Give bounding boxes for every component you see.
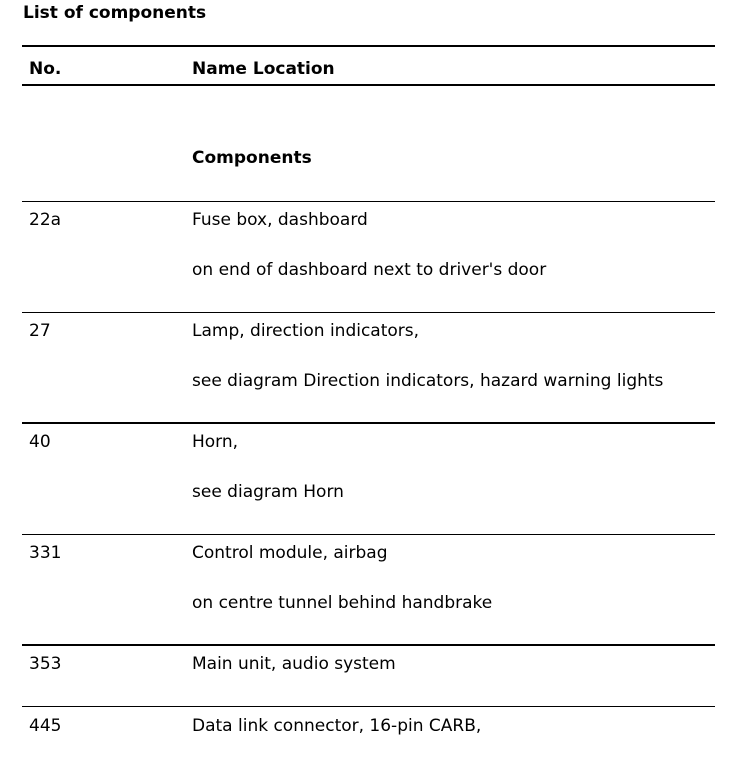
- row-location: see diagram Direction indicators, hazard warning lights: [192, 371, 664, 391]
- row-name: Data link connector, 16-pin CARB,: [192, 716, 482, 736]
- row-number: 353: [29, 654, 62, 674]
- row-divider: [22, 706, 715, 707]
- row-divider: [22, 201, 715, 202]
- row-number: 331: [29, 543, 62, 563]
- row-divider: [22, 312, 715, 313]
- row-location: on end of dashboard next to driver's door: [192, 260, 547, 280]
- row-location: on centre tunnel behind handbrake: [192, 593, 493, 613]
- row-name: Main unit, audio system: [192, 654, 396, 674]
- row-number: 27: [29, 321, 51, 341]
- row-divider: [22, 534, 715, 535]
- row-name: Control module, airbag: [192, 543, 388, 563]
- row-name: Fuse box, dashboard: [192, 210, 368, 230]
- row-location: see diagram Horn: [192, 482, 344, 502]
- page-title: List of components: [23, 3, 207, 23]
- row-number: 40: [29, 432, 51, 452]
- column-header-no: No.: [29, 59, 62, 79]
- column-header-name-location: Name Location: [192, 59, 335, 79]
- header-bottom-rule: [22, 84, 715, 86]
- row-divider: [22, 422, 715, 424]
- row-name: Lamp, direction indicators,: [192, 321, 420, 341]
- row-divider: [22, 644, 715, 646]
- row-number: 445: [29, 716, 62, 736]
- row-number: 22a: [29, 210, 62, 230]
- header-top-rule: [22, 45, 715, 47]
- section-heading: Components: [192, 148, 312, 168]
- row-name: Horn,: [192, 432, 239, 452]
